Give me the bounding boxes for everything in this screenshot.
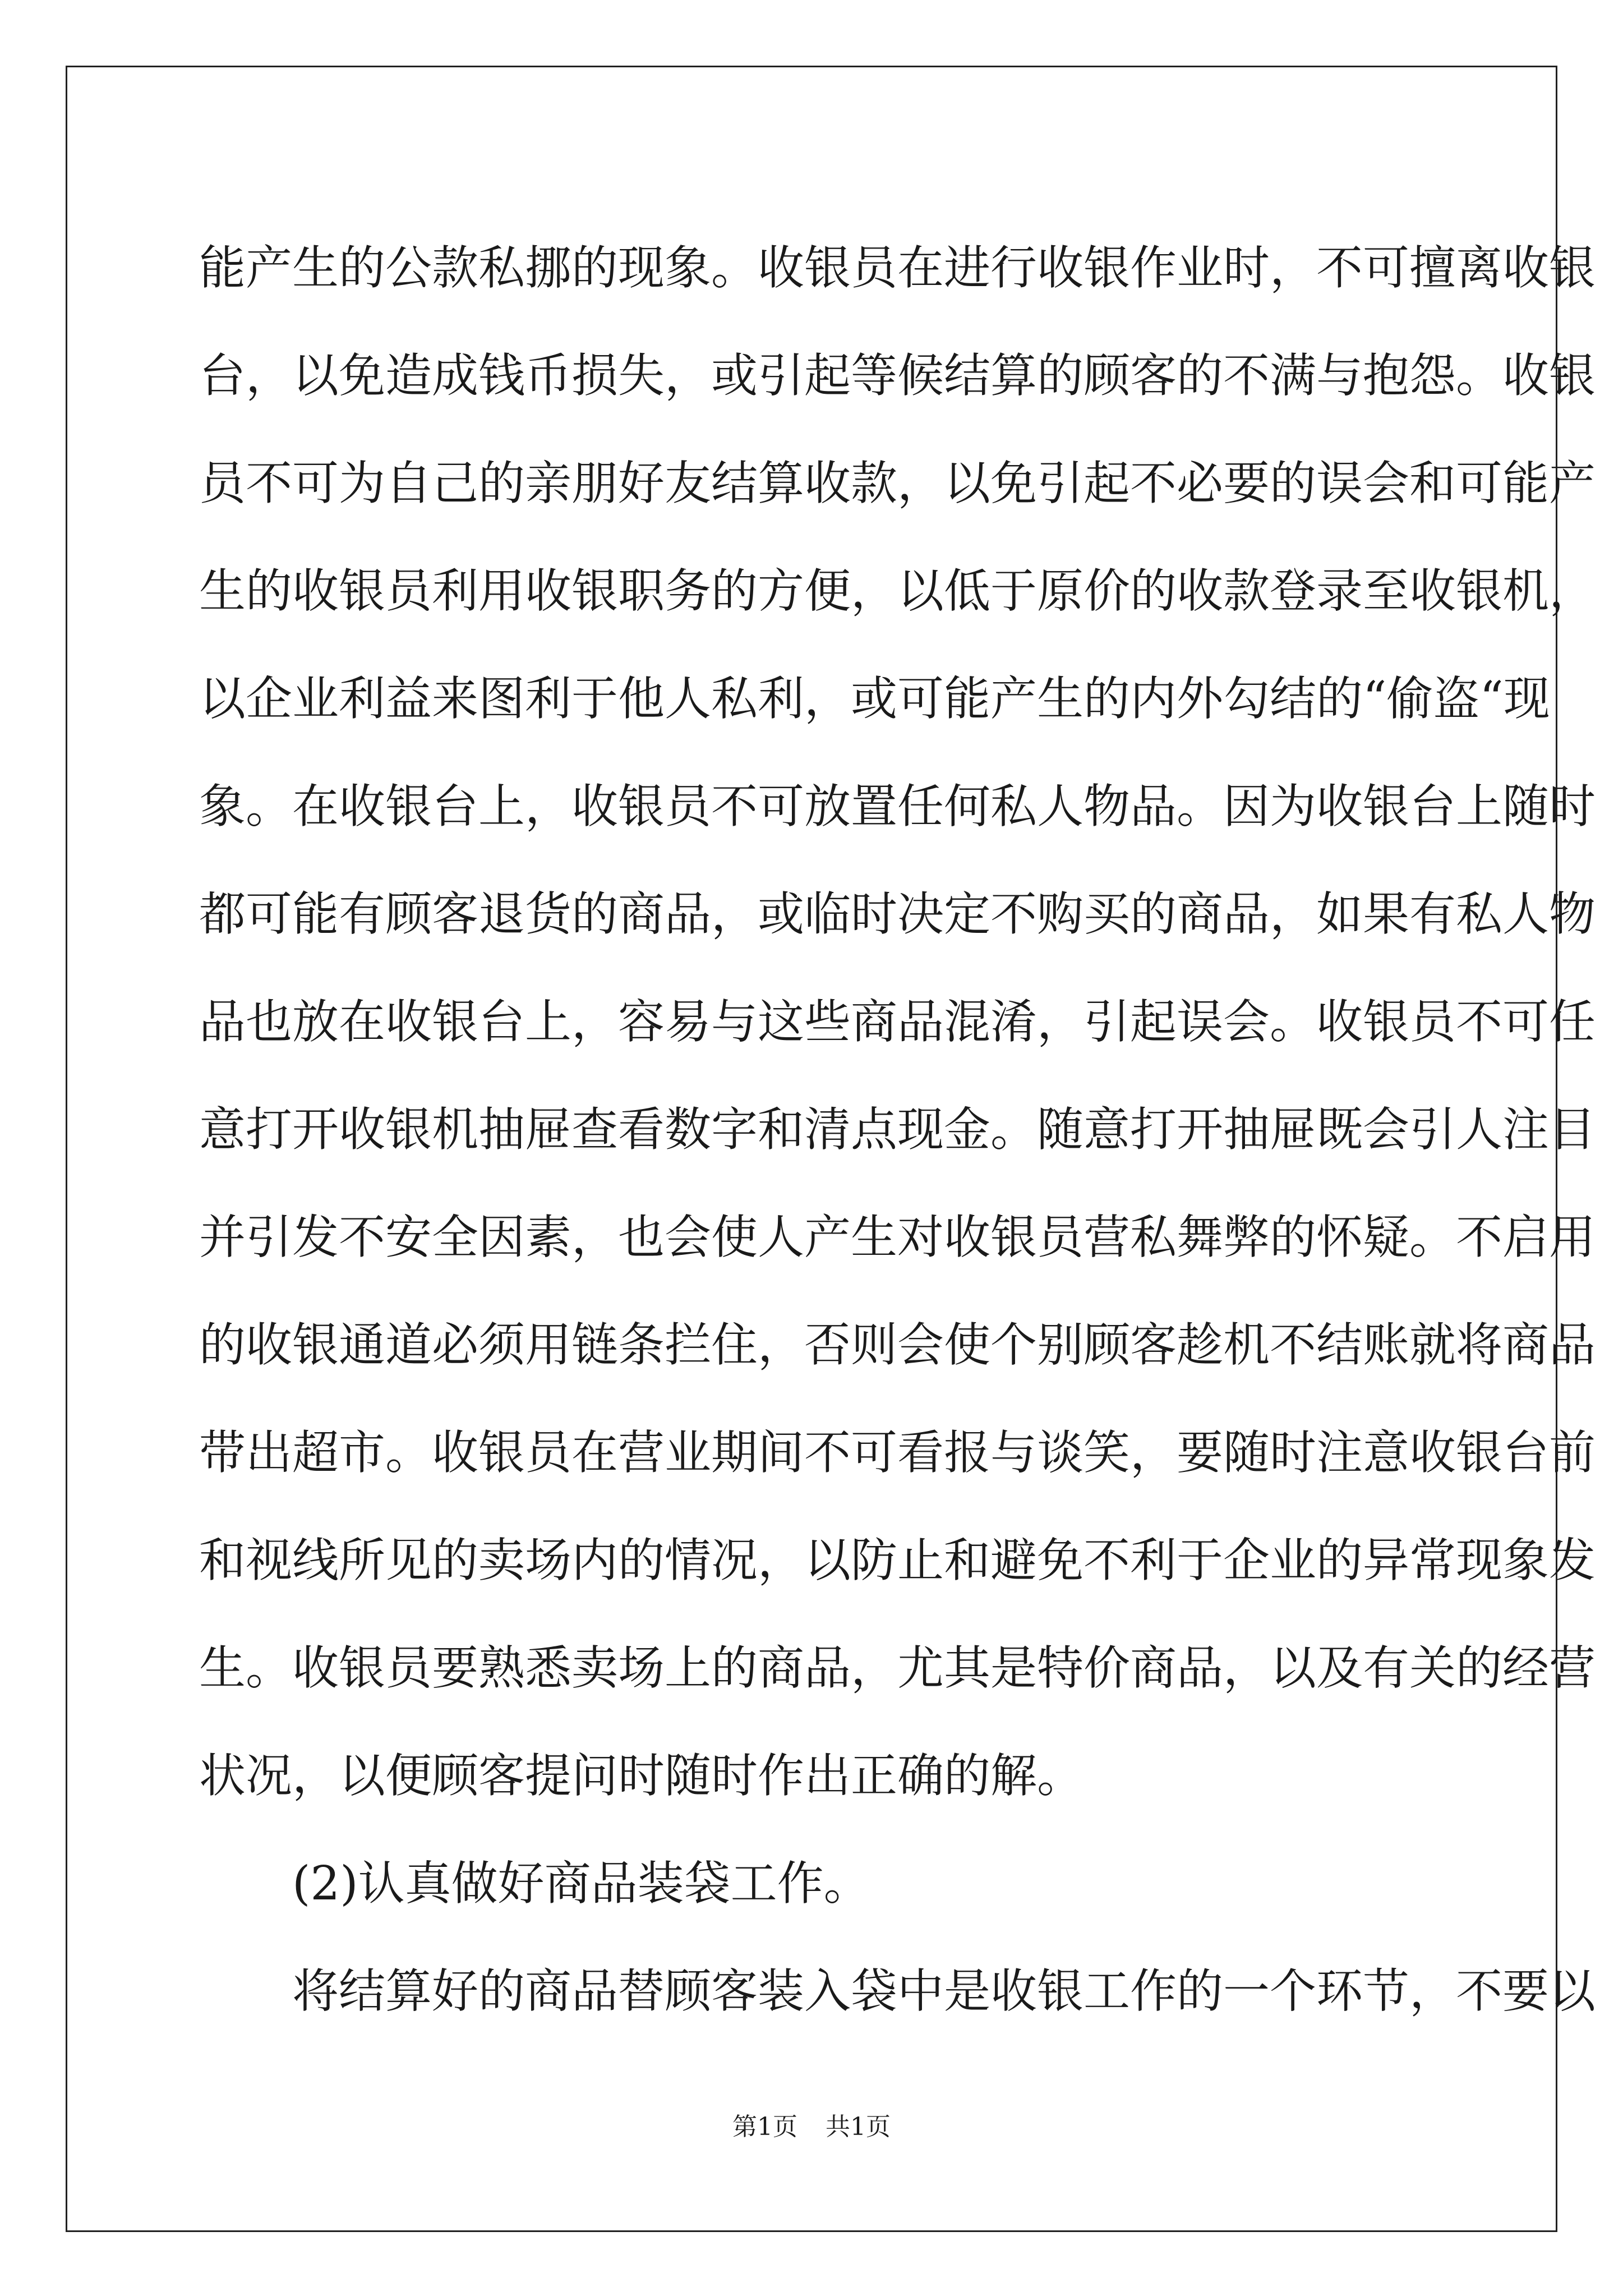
body-line: 状况，以便顾客提问时随时作出正确的解。: [199, 1749, 1083, 1803]
page-footer: [0, 2106, 1623, 2142]
body-line: 的收银通道必须用链条拦住，否则会使个别顾客趁机不结账就将商品: [199, 1318, 1596, 1372]
body-line: 生的收银员利用收银职务的方便，以低于原价的收款登录至收银机，: [199, 564, 1596, 618]
page-total: 共1页: [826, 2113, 891, 2141]
body-line: 生。收银员要熟悉卖场上的商品，尤其是特价商品，以及有关的经营: [199, 1641, 1596, 1695]
body-line: 台，以免造成钱币损失，或引起等候结算的顾客的不满与抱怨。收银: [199, 348, 1596, 403]
section-heading: (2)认真做好商品装袋工作。: [292, 1856, 870, 1911]
body-line: 和视线所见的卖场内的情况，以防止和避免不利于企业的异常现象发: [199, 1533, 1596, 1588]
paragraph-start: 将结算好的商品替顾客装入袋中是收银工作的一个环节，不要以: [292, 1964, 1596, 2018]
body-line: 都可能有顾客退货的商品，或临时决定不购买的商品，如果有私人物: [199, 887, 1596, 941]
body-line: 并引发不安全因素，也会使人产生对收银员营私舞弊的怀疑。不启用: [199, 1210, 1596, 1264]
body-line: 以企业利益来图利于他人私利，或可能产生的内外勾结的“偷盗“现: [199, 671, 1550, 726]
body-line: 象。在收银台上，收银员不可放置任何私人物品。因为收银台上随时: [199, 779, 1596, 834]
body-line: 员不可为自己的亲朋好友结算收款，以免引起不必要的误会和可能产: [199, 456, 1596, 510]
page-number: 第1页: [732, 2113, 797, 2141]
body-line: 意打开收银机抽屉查看数字和清点现金。随意打开抽屉既会引人注目: [199, 1102, 1596, 1157]
document-body: [199, 214, 1596, 2045]
body-line: 带出超市。收银员在营业期间不可看报与谈笑，要随时注意收银台前: [199, 1425, 1596, 1480]
body-line: 能产生的公款私挪的现象。收银员在进行收银作业时，不可擅离收银: [199, 241, 1596, 295]
body-line: 品也放在收银台上，容易与这些商品混淆，引起误会。收银员不可任: [199, 995, 1596, 1049]
